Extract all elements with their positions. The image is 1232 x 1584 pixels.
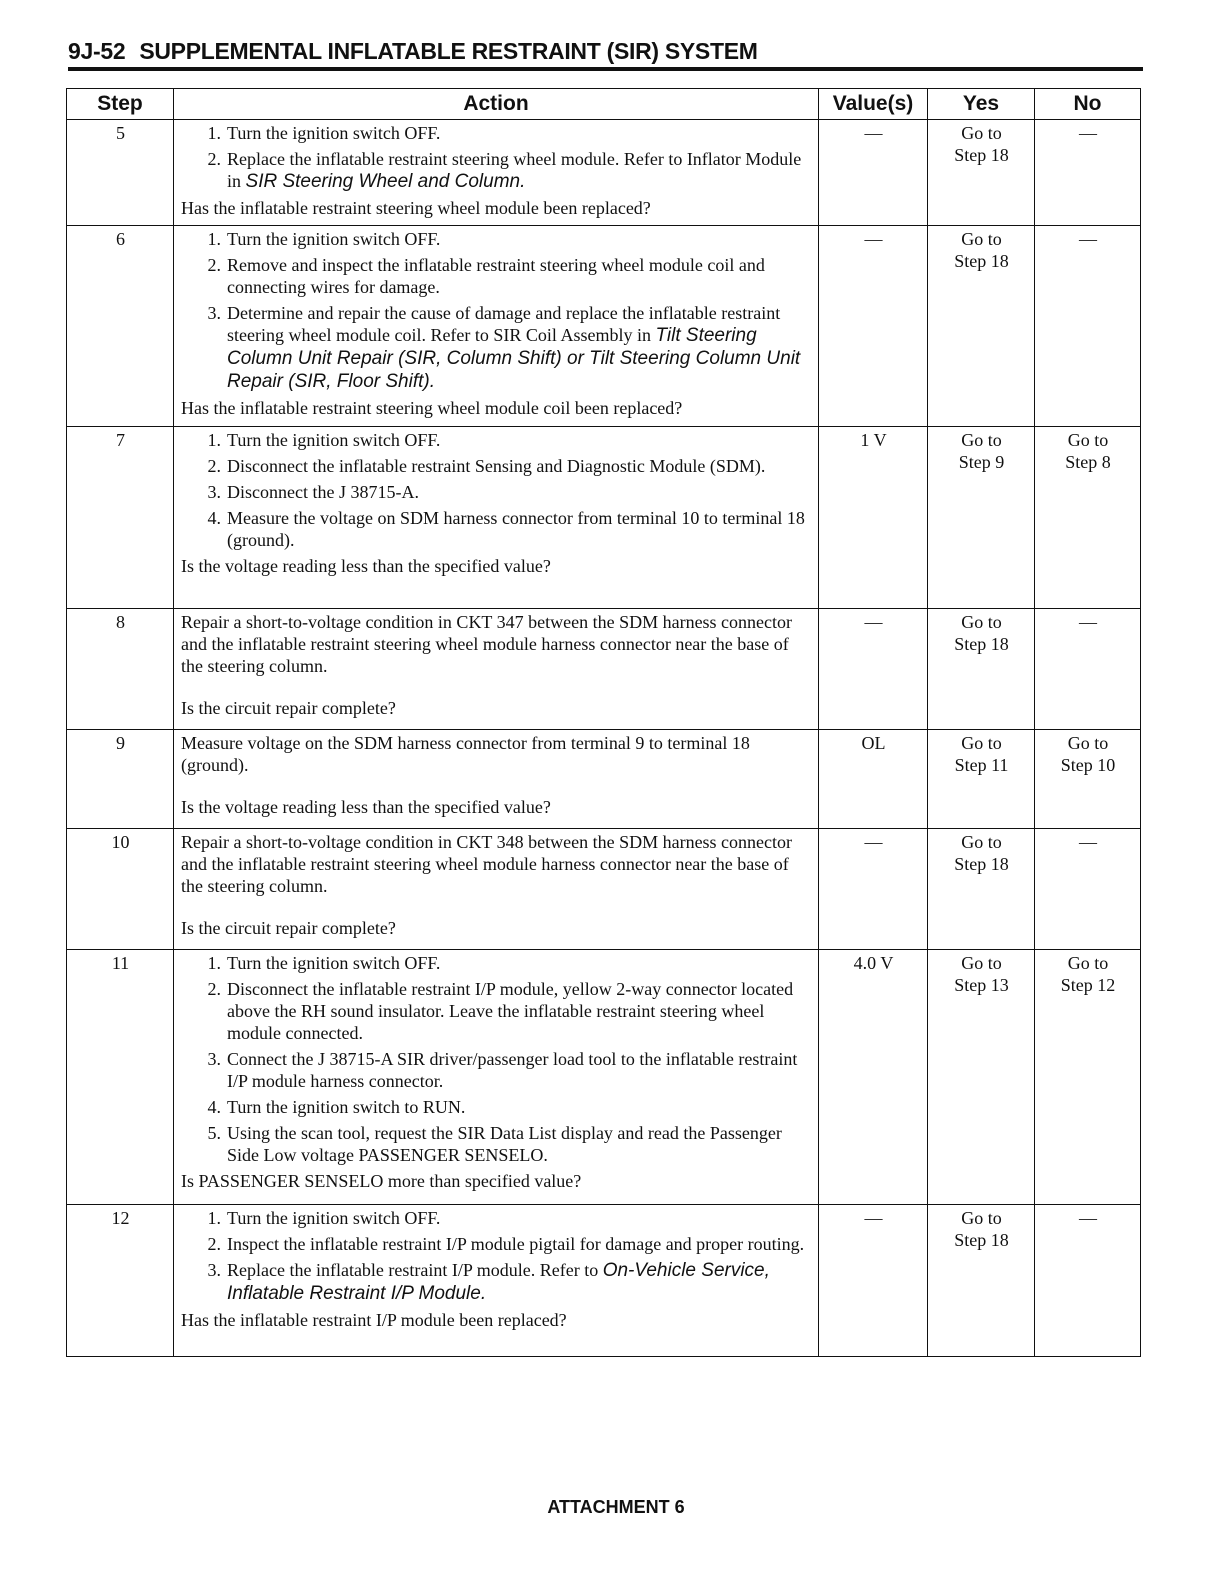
- page-number: 9J-52: [68, 38, 126, 64]
- value-cell: —: [819, 226, 928, 427]
- action-cell: [174, 1205, 819, 1357]
- question-text: Is the voltage reading less than the specified value?: [181, 556, 551, 576]
- action-step: 3. Disconnect the J 38715-A.: [207, 482, 419, 502]
- question-text: Is the circuit repair complete?: [181, 918, 396, 938]
- action-step: 3. Determine and repair the cause of damage and replace the inflatable restraint steering wheel module coil. Refer to SIR Coil Assembly in Tilt Steering Column Unit Repair (SIR, Column Shift) or Tilt Steering Column Unit Repair (SIR, Floor Shift).: [207, 303, 801, 392]
- page-header: [68, 38, 1143, 71]
- action-text: Measure voltage on the SDM harness connector from terminal 9 to terminal 18 (ground).: [181, 733, 750, 775]
- no-cell: Go to Step 10: [1035, 730, 1141, 829]
- action-cell: [174, 829, 819, 950]
- action-text: Repair a short-to-voltage condition in CKT 347 between the SDM harness connector and the inflatable restraint steering wheel module harness connector near the base of the steering column.: [181, 612, 793, 676]
- yes-cell: Go to Step 18: [928, 609, 1035, 730]
- value-cell: —: [819, 829, 928, 950]
- action-step: 4. Turn the ignition switch to RUN.: [207, 1097, 466, 1117]
- action-step: 1. Turn the ignition switch OFF.: [207, 953, 441, 973]
- step-number: 8: [67, 609, 174, 730]
- yes-cell: Go to Step 11: [928, 730, 1035, 829]
- action-cell: [174, 226, 819, 427]
- no-cell: —: [1035, 120, 1141, 226]
- step-number: 7: [67, 427, 174, 609]
- step-number: 10: [67, 829, 174, 950]
- page-title: SUPPLEMENTAL INFLATABLE RESTRAINT (SIR) SYSTEM: [139, 38, 758, 64]
- yes-cell: Go to Step 18: [928, 1205, 1035, 1357]
- table-row: [67, 1205, 1141, 1357]
- no-cell: —: [1035, 829, 1141, 950]
- no-cell: Go to Step 8: [1035, 427, 1141, 609]
- yes-cell: Go to Step 18: [928, 829, 1035, 950]
- question-text: Is the circuit repair complete?: [181, 698, 396, 718]
- question-text: Is PASSENGER SENSELO more than specified value?: [181, 1171, 582, 1191]
- value-cell: 1 V: [819, 427, 928, 609]
- column-header-no: No: [1035, 89, 1141, 120]
- manual-reference: SIR Steering Wheel and Column.: [245, 171, 526, 192]
- yes-cell: Go to Step 18: [928, 120, 1035, 226]
- manual-reference: On-Vehicle Service, Inflatable Restraint I/P Module.: [227, 1260, 770, 1304]
- action-step: 1. Turn the ignition switch OFF.: [207, 229, 441, 249]
- step-number: 5: [67, 120, 174, 226]
- step-number: 11: [67, 950, 174, 1205]
- action-step: 2. Disconnect the inflatable restraint Sensing and Diagnostic Module (SDM).: [207, 456, 766, 476]
- table-row: [67, 120, 1141, 226]
- no-cell: —: [1035, 1205, 1141, 1357]
- page-footer: ATTACHMENT 6: [547, 1497, 685, 1517]
- column-header-step: Step: [67, 89, 174, 120]
- value-cell: —: [819, 609, 928, 730]
- action-step: 2. Remove and inspect the inflatable restraint steering wheel module coil and connecting wires for damage.: [207, 255, 765, 297]
- question-text: Has the inflatable restraint I/P module been replaced?: [181, 1310, 567, 1330]
- diagnostic-table: [66, 88, 1141, 1357]
- question-text: Has the inflatable restraint steering wheel module been replaced?: [181, 198, 651, 218]
- action-step: 2. Inspect the inflatable restraint I/P module pigtail for damage and proper routing.: [207, 1234, 805, 1254]
- action-cell: [174, 427, 819, 609]
- yes-cell: Go to Step 9: [928, 427, 1035, 609]
- action-cell: [174, 609, 819, 730]
- action-cell: [174, 730, 819, 829]
- table-header-row: [67, 89, 1141, 120]
- manual-reference: Tilt Steering Column Unit Repair (SIR, Column Shift) or Tilt Steering Column Unit Repair (SIR, Floor Shift).: [227, 325, 801, 392]
- question-text: Is the voltage reading less than the specified value?: [181, 797, 551, 817]
- value-cell: 4.0 V: [819, 950, 928, 1205]
- action-cell: [174, 950, 819, 1205]
- action-text: Repair a short-to-voltage condition in CKT 348 between the SDM harness connector and the inflatable restraint steering wheel module harness connector near the base of the steering column.: [181, 832, 793, 896]
- action-step: 1. Turn the ignition switch OFF.: [207, 430, 441, 450]
- column-header-values: Value(s): [819, 89, 928, 120]
- step-number: 9: [67, 730, 174, 829]
- action-step: 3. Replace the inflatable restraint I/P module. Refer to On-Vehicle Service, Inflatable Restraint I/P Module.: [207, 1260, 770, 1304]
- action-step: 1. Turn the ignition switch OFF.: [207, 1208, 441, 1228]
- column-header-action: Action: [174, 89, 819, 120]
- table-row: [67, 226, 1141, 427]
- table-row: [67, 829, 1141, 950]
- question-text: Has the inflatable restraint steering wheel module coil been replaced?: [181, 398, 683, 418]
- no-cell: —: [1035, 609, 1141, 730]
- no-cell: —: [1035, 226, 1141, 427]
- table-row: [67, 730, 1141, 829]
- action-cell: [174, 120, 819, 226]
- action-step: 1. Turn the ignition switch OFF.: [207, 123, 441, 143]
- no-cell: Go to Step 12: [1035, 950, 1141, 1205]
- table-row: [67, 609, 1141, 730]
- action-step: 3. Connect the J 38715-A SIR driver/passenger load tool to the inflatable restraint I/P module harness connector.: [207, 1049, 798, 1091]
- table-row: [67, 427, 1141, 609]
- action-step: 4. Measure the voltage on SDM harness connector from terminal 10 to terminal 18 (ground).: [207, 508, 805, 550]
- action-step: 2. Disconnect the inflatable restraint I/P module, yellow 2-way connector located above the RH sound insulator. Leave the inflatable restraint steering wheel module connected.: [207, 979, 794, 1043]
- value-cell: —: [819, 120, 928, 226]
- yes-cell: Go to Step 18: [928, 226, 1035, 427]
- action-step: 2. Replace the inflatable restraint steering wheel module. Refer to Inflator Module in SIR Steering Wheel and Column.: [207, 149, 802, 192]
- table-row: [67, 950, 1141, 1205]
- yes-cell: Go to Step 13: [928, 950, 1035, 1205]
- value-cell: OL: [819, 730, 928, 829]
- column-header-yes: Yes: [928, 89, 1035, 120]
- value-cell: —: [819, 1205, 928, 1357]
- action-step: 5. Using the scan tool, request the SIR Data List display and read the Passenger Side Low voltage PASSENGER SENSELO.: [207, 1123, 782, 1165]
- step-number: 6: [67, 226, 174, 427]
- step-number: 12: [67, 1205, 174, 1357]
